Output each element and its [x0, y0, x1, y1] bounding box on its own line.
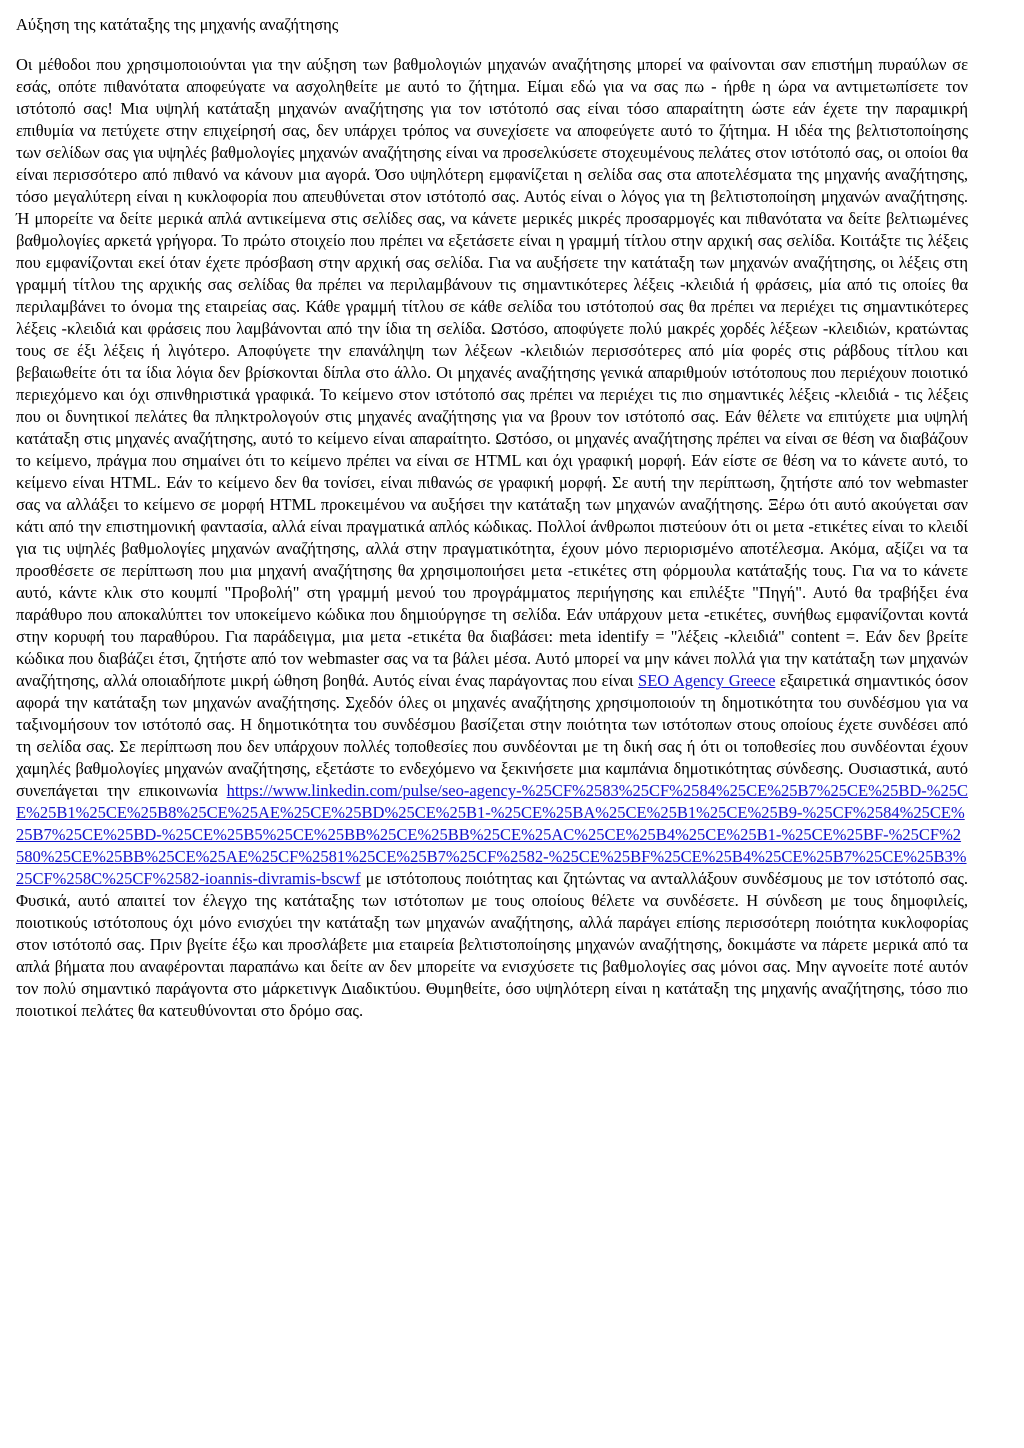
- paragraph-text-part-3: με ιστότοπους ποιότητας και ζητώντας να ανταλλάξουν συνδέσμους με τον ιστότοπό σας. Φυσικά, αυτό απαιτεί τον έλεγχο της κατάταξης των ιστότοπων με τους οποίους θέλετε να συνδέσετε. Η σύνδεση με τους δημοφιλείς, ποιοτικούς ιστότοπους όχι μόνο ενισχύει την κατάταξη των μηχανών αναζήτησης, αλλά παράγει επίσης περισσότερη ποιότητα κυκλοφορίας στον ιστότοπό σας. Πριν βγείτε έξω και προσλάβετε μια εταιρεία βελτιστοποίησης μηχανών αναζήτησης, δοκιμάστε να πάρετε μερικά από τα απλά βήματα που αναφέρονται παραπάνω και δείτε αν δεν μπορείτε να ενισχύσετε τις βαθμολογίες σας μόνοι σας. Μην αγνοείτε ποτέ αυτόν τον πολύ σημαντικό παράγοντα στο μάρκετινγκ Διαδικτύου. Θυμηθείτε, όσο υψηλότερη είναι η κατάταξη της μηχανής αναζήτησης, τόσο πιο ποιοτικοί πελάτες θα κατευθύνονται στο δρόμο σας.: [16, 869, 968, 1021]
- document-body: [16, 54, 968, 1023]
- seo-agency-greece-link[interactable]: SEO Agency Greece: [638, 671, 776, 691]
- linkedin-pulse-article-link[interactable]: https://www.linkedin.com/pulse/seo-agency-%25CF%2583%25CF%2584%25CE%25B7%25CE%25BD-%25CE%25B1%25CE%25B8%25CE%25AE%25CE%25BD%25CE%25B1-%25CE%25BA%25CE%25B1%25CE%25B9-%25CF%2584%25CE%25B7%25CE%25BD-%25CE%25B5%25CE%25BB%25CE%25BB%25CE%25AC%25CE%25B4%25CE%25B1-%25CE%25BF-%25CF%2580%25CE%25BB%25CE%25AE%25CF%2581%25CE%25B7%25CF%2582-%25CE%25BF%25CE%25B4%25CE%25B7%25CE%25B3%25CF%258C%25CF%2582-ioannis-divramis-bscwf: [16, 781, 968, 889]
- paragraph-text-part-2: εξαιρετικά σημαντικός όσον αφορά την κατάταξη των μηχανών αναζήτησης. Σχεδόν όλες οι μηχανές αναζήτησης χρησιμοποιούν τη δημοτικότητα του συνδέσμου για να ταξινομήσουν τον ιστότοπό σας. Η δημοτικότητα του συνδέσμου βασίζεται στην ποιότητα των ιστότοπων στους οποίους έχετε συνδέσει από τη σελίδα σας. Σε περίπτωση που δεν υπάρχουν πολλές τοποθεσίες που συνδέονται με τη δική σας ή ότι οι τοποθεσίες που συνδέονται έχουν χαμηλές βαθμολογίες μηχανών αναζήτησης, εξετάστε το ενδεχόμενο να ξεκινήσετε μια καμπάνια δημοτικότητας σύνδεσης. Ουσιαστικά, αυτό συνεπάγεται την επικοινωνία: [16, 671, 968, 801]
- body-paragraph: [16, 54, 968, 1023]
- page-title: Αύξηση της κατάταξης της μηχανής αναζήτησης: [16, 15, 339, 34]
- paragraph-text-part-1: Οι μέθοδοι που χρησιμοποιούνται για την αύξηση των βαθμολογιών μηχανών αναζήτησης μπορεί να φαίνονται σαν επιστήμη πυραύλων σε εσάς, οπότε πιθανότατα αποφεύγατε να ασχοληθείτε με αυτό το ζήτημα. Είμαι εδώ για να σας πω - ήρθε η ώρα να αντιμετωπίσετε τον ιστότοπό σας! Μια υψηλή κατάταξη μηχανών αναζήτησης για τον ιστότοπό σας είναι τόσο απαραίτητη ώστε εάν έχετε την παραμικρή επιθυμία να πετύχετε στην επιχείρησή σας, δεν υπάρχει τρόπος να συνεχίσετε να αποφεύγετε αυτό το ζήτημα. Η ιδέα της βελτιστοποίησης των σελίδων σας για υψηλές βαθμολογίες μηχανών αναζήτησης είναι να προσελκύσετε στοχευμένους πελάτες στον ιστότοπό σας, οι οποίοι θα είναι περισσότερο από πιθανό να κάνουν μια αγορά. Όσο υψηλότερη εμφανίζεται η σελίδα σας στα αποτελέσματα της μηχανής αναζήτησης, τόσο μεγαλύτερη είναι η κυκλοφορία που απευθύνεται στον ιστότοπό σας. Αυτός είναι ο λόγος για τη βελτιστοποίηση μηχανών αναζήτησης. Ή μπορείτε να δείτε μερικά απλά αντικείμενα στις σελίδες σας, να κάνετε μερικές μικρές προσαρμογές και πιθανότατα να δείτε βελτιωμένες βαθμολογίες αρκετά γρήγορα. Το πρώτο στοιχείο που πρέπει να εξετάσετε είναι η γραμμή τίτλου στην αρχική σας σελίδα. Κοιτάξτε τις λέξεις που εμφανίζονται εκεί όταν έχετε πρόσβαση στην αρχική σας σελίδα. Για να αυξήσετε την κατάταξη των μηχανών αναζήτησης, οι λέξεις στη γραμμή τίτλου της αρχικής σας σελίδας θα πρέπει να περιλαμβάνουν τις σημαντικότερες λέξεις -κλειδιά ή φράσεις, μία από τις οποίες θα περιλαμβάνει το όνομα της εταιρείας σας. Κάθε γραμμή τίτλου σε κάθε σελίδα του ιστότοπού σας θα πρέπει να περιέχει τις σημαντικότερες λέξεις -κλειδιά και φράσεις που λαμβάνονται από την ίδια τη σελίδα. Ωστόσο, αποφύγετε πολύ μακρές χορδές λέξεων -κλειδιών, κρατώντας τους σε έξι λέξεις ή λιγότερο. Αποφύγετε την επανάληψη των λέξεων -κλειδιών περισσότερες από μία φορές στις ράβδους τίτλου και βεβαιωθείτε ότι τα ίδια λόγια δεν βρίσκονται δίπλα στο άλλο. Οι μηχανές αναζήτησης γενικά απαριθμούν ιστότοπους που περιέχουν ποιοτικό περιεχόμενο και όχι σπινθηριστικά γραφικά. Το κείμενο στον ιστότοπό σας πρέπει να περιέχει τις πιο σημαντικές λέξεις -κλειδιά - τις λέξεις που οι δυνητικοί πελάτες θα πληκτρολογούν στις μηχανές αναζήτησης για να βρουν τον ιστότοπό σας. Εάν θέλετε να επιτύχετε μια υψηλή κατάταξη στις μηχανές αναζήτησης, αυτό το κείμενο είναι απαραίτητο. Ωστόσο, οι μηχανές αναζήτησης πρέπει να είναι σε θέση να διαβάζουν το κείμενο, πράγμα που σημαίνει ότι το κείμενο πρέπει να είναι σε HTML και όχι γραφική μορφή. Εάν είστε σε θέση να το κάνετε αυτό, το κείμενο είναι HTML. Εάν το κείμενο δεν θα τονίσει, είναι πιθανώς σε γραφική μορφή. Σε αυτή την περίπτωση, ζητήστε από τον webmaster σας να αλλάξει το κείμενο σε μορφή HTML προκειμένου να αυξήσει την κατάταξη των μηχανών αναζήτησης. Ξέρω ότι αυτό ακούγεται σαν κάτι από την επιστημονική φαντασία, αλλά είναι πραγματικά απλός κώδικας. Πολλοί άνθρωποι πιστεύουν ότι οι μετα -ετικέτες είναι το κλειδί για τις υψηλές βαθμολογίες μηχανών αναζήτησης, αλλά στην πραγματικότητα, έχουν μόνο περιορισμένο αποτέλεσμα. Ακόμα, αξίζει να τα προσθέσετε σε περίπτωση που μια μηχανή αναζήτησης θα χρησιμοποιήσει μετα -ετικέτες στη φόρμουλα κατάταξής τους. Για να το κάνετε αυτό, κάντε κλικ στο κουμπί "Προβολή" στη γραμμή μενού του προγράμματος περιήγησης και επιλέξτε "Πηγή". Αυτό θα τραβήξει ένα παράθυρο που αποκαλύπτει τον υποκείμενο κώδικα που δημιούργησε τη σελίδα. Εάν υπάρχουν μετα -ετικέτες, συνήθως εμφανίζονται κοντά στην κορυφή του παραθύρου. Για παράδειγμα, μια μετα -ετικέτα θα διαβάσει: meta identify = "λέξεις -κλειδιά" content =. Εάν δεν βρείτε κώδικα που διαβάζει έτσι, ζητήστε από τον webmaster σας να τα βάλει μέσα. Αυτό μπορεί να μην κάνει πολλά για την κατάταξη των μηχανών αναζήτησης, αλλά οποιαδήποτε μικρή ώθηση βοηθά. Αυτός είναι ένας παράγοντας που είναι: [16, 54, 968, 691]
